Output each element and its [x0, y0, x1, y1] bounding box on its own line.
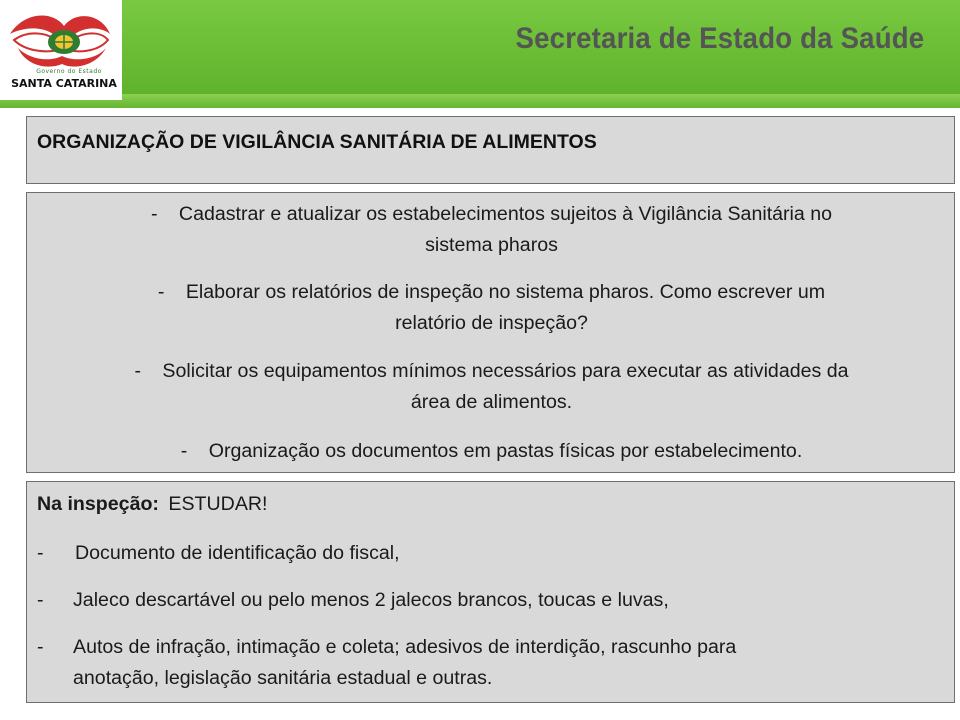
task-text-continued: relatório de inspeção?: [395, 312, 588, 334]
item-text: Documento de identificação do fiscal,: [75, 542, 400, 564]
task-text: Cadastrar e atualizar os estabelecimentos sujeitos à Vigilância Sanitária no: [178, 203, 833, 225]
list-item: [37, 632, 937, 694]
task-dash: -: [134, 360, 141, 382]
item-text-continued: anotação, legislação sanitária estadual e outras.: [73, 667, 493, 689]
item-text: Autos de infração, intimação e coleta; adesivos de interdição, rascunho para: [73, 636, 737, 658]
inspection-heading: [37, 489, 268, 520]
task-text: Organização os documentos em pastas físicas por estabelecimento.: [208, 440, 803, 462]
header-banner: [0, 0, 960, 108]
section-title-box: [26, 116, 955, 184]
logo-government-text: Governo do Estado: [36, 68, 102, 75]
task-item: [27, 356, 956, 418]
header-band: [0, 94, 960, 108]
task-dash: -: [157, 281, 165, 303]
task-dash: -: [150, 203, 158, 225]
state-logo: [0, 0, 122, 100]
task-item: [27, 277, 956, 339]
item-dash: -: [37, 636, 44, 658]
task-text-continued: área de alimentos.: [410, 391, 573, 413]
inspection-box: [26, 481, 955, 703]
item-text: Jaleco descartável ou pelo menos 2 jalecos brancos, toucas e luvas,: [73, 589, 669, 611]
task-text-continued: sistema pharos: [425, 234, 558, 256]
item-dash: -: [37, 542, 44, 564]
task-item: [27, 199, 956, 261]
task-text: Elaborar os relatórios de inspeção no sistema pharos. Como escrever um: [185, 281, 826, 303]
task-text: Solicitar os equipamentos mínimos necessários para executar as atividades da: [162, 360, 849, 382]
flag-emblem-icon: [4, 4, 116, 76]
header-title: Secretaria de Estado da Saúde: [515, 22, 924, 55]
logo-state-name: SANTA CATARINA: [11, 77, 117, 90]
task-item: [27, 436, 956, 467]
inspection-heading-bold: Na inspeção:: [37, 493, 159, 515]
item-dash: -: [37, 589, 44, 611]
inspection-heading-rest: ESTUDAR!: [168, 493, 268, 515]
tasks-box: [26, 192, 955, 473]
task-dash: -: [180, 440, 188, 462]
section-title: ORGANIZAÇÃO DE VIGILÂNCIA SANITÁRIA DE ALIMENTOS: [37, 131, 597, 153]
